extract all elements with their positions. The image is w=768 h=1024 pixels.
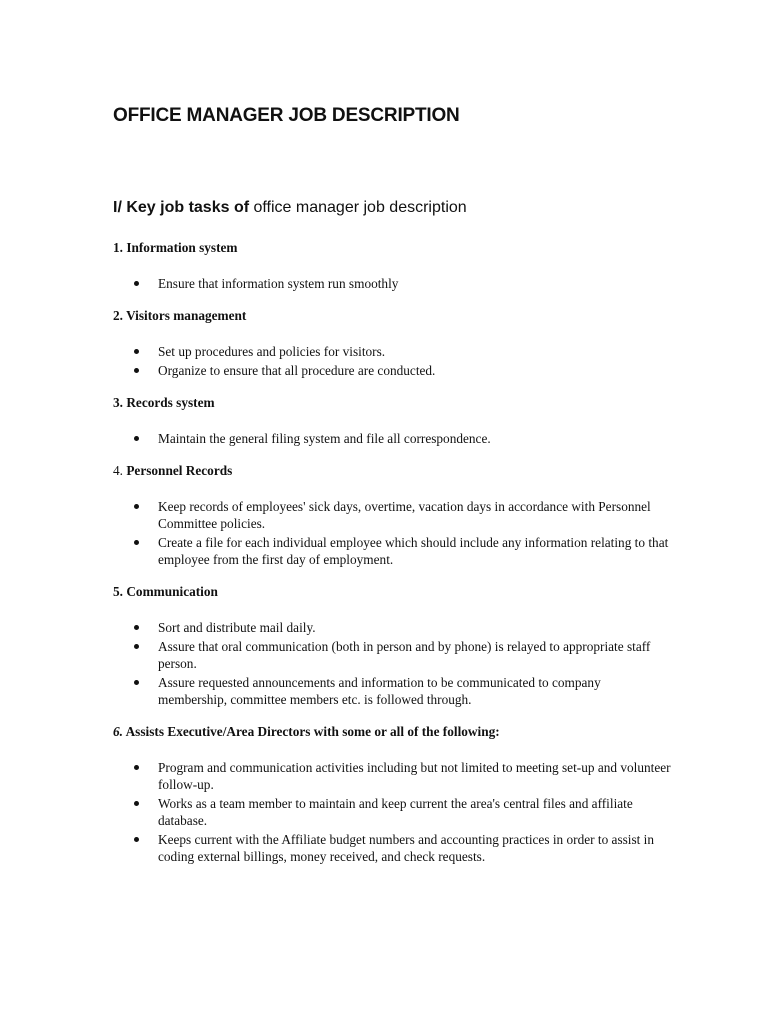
bullet-icon — [134, 349, 139, 354]
task-list — [113, 498, 673, 568]
bullet-icon — [134, 801, 139, 806]
list-item-text: Assure requested announcements and information to be communicated to company membership, committee members etc. is followed through. — [158, 675, 601, 707]
section-visitors-management — [113, 307, 673, 379]
bullet-icon — [134, 837, 139, 842]
task-list — [113, 343, 673, 379]
section-personnel-records — [113, 462, 673, 568]
list-item — [113, 362, 673, 379]
list-item — [113, 534, 673, 568]
section-heading-text: Information system — [126, 240, 238, 255]
document-title: OFFICE MANAGER JOB DESCRIPTION — [113, 105, 460, 126]
section-number: 1. — [113, 240, 123, 255]
task-list — [113, 619, 673, 708]
list-item — [113, 638, 673, 672]
subheading-normal-text: office manager job description — [253, 199, 467, 216]
list-item-text: Works as a team member to maintain and keep current the area's central files and affiliate database. — [158, 796, 633, 828]
section-subheading — [113, 198, 467, 218]
list-item — [113, 795, 673, 829]
section-number: 6. — [113, 724, 123, 739]
list-item-text: Organize to ensure that all procedure are conducted. — [158, 363, 436, 378]
list-item-text: Assure that oral communication (both in person and by phone) is relayed to appropriate staff person. — [158, 639, 651, 671]
list-item — [113, 430, 673, 447]
list-item-text: Create a file for each individual employee which should include any information relating to that employee from the first day of employment. — [158, 535, 669, 567]
bullet-icon — [134, 436, 139, 441]
task-list — [113, 430, 673, 447]
list-item-text: Keep records of employees' sick days, overtime, vacation days in accordance with Personnel Committee policies. — [158, 499, 651, 531]
section-heading — [113, 583, 673, 600]
subheading-bold-text: I/ Key job tasks of — [113, 199, 250, 216]
list-item — [113, 674, 673, 708]
list-item-text: Program and communication activities including but not limited to meeting set-up and volunteer follow-up. — [158, 760, 671, 792]
section-heading-text: Assists Executive/Area Directors with some or all of the following: — [125, 724, 500, 739]
task-list — [113, 275, 673, 292]
bullet-icon — [134, 644, 139, 649]
list-item — [113, 498, 673, 532]
section-heading-text: Visitors management — [126, 308, 247, 323]
bullet-icon — [134, 368, 139, 373]
section-heading — [113, 307, 673, 324]
list-item — [113, 619, 673, 636]
bullet-icon — [134, 765, 139, 770]
job-task-sections — [113, 239, 673, 880]
section-assists-directors — [113, 723, 673, 865]
list-item-text: Ensure that information system run smoothly — [158, 276, 399, 291]
list-item-text: Set up procedures and policies for visitors. — [158, 344, 386, 359]
list-item-text: Sort and distribute mail daily. — [158, 620, 316, 635]
task-list — [113, 759, 673, 865]
section-number: 5. — [113, 584, 123, 599]
bullet-icon — [134, 625, 139, 630]
list-item-text: Maintain the general filing system and file all correspondence. — [158, 431, 491, 446]
section-heading — [113, 239, 673, 256]
bullet-icon — [134, 504, 139, 509]
section-information-system — [113, 239, 673, 292]
section-heading — [113, 723, 673, 740]
section-number: 4. — [113, 463, 123, 478]
section-heading-text: Personnel Records — [126, 463, 233, 478]
bullet-icon — [134, 680, 139, 685]
list-item — [113, 275, 673, 292]
section-number: 3. — [113, 395, 123, 410]
section-heading — [113, 394, 673, 411]
section-number: 2. — [113, 308, 123, 323]
section-communication — [113, 583, 673, 708]
bullet-icon — [134, 281, 139, 286]
bullet-icon — [134, 540, 139, 545]
list-item — [113, 759, 673, 793]
section-heading-text: Records system — [126, 395, 215, 410]
list-item-text: Keeps current with the Affiliate budget numbers and accounting practices in order to assist in coding external billings, money received, and check requests. — [158, 832, 655, 864]
list-item — [113, 831, 673, 865]
section-heading-text: Communication — [126, 584, 218, 599]
list-item — [113, 343, 673, 360]
section-heading — [113, 462, 673, 479]
section-records-system — [113, 394, 673, 447]
